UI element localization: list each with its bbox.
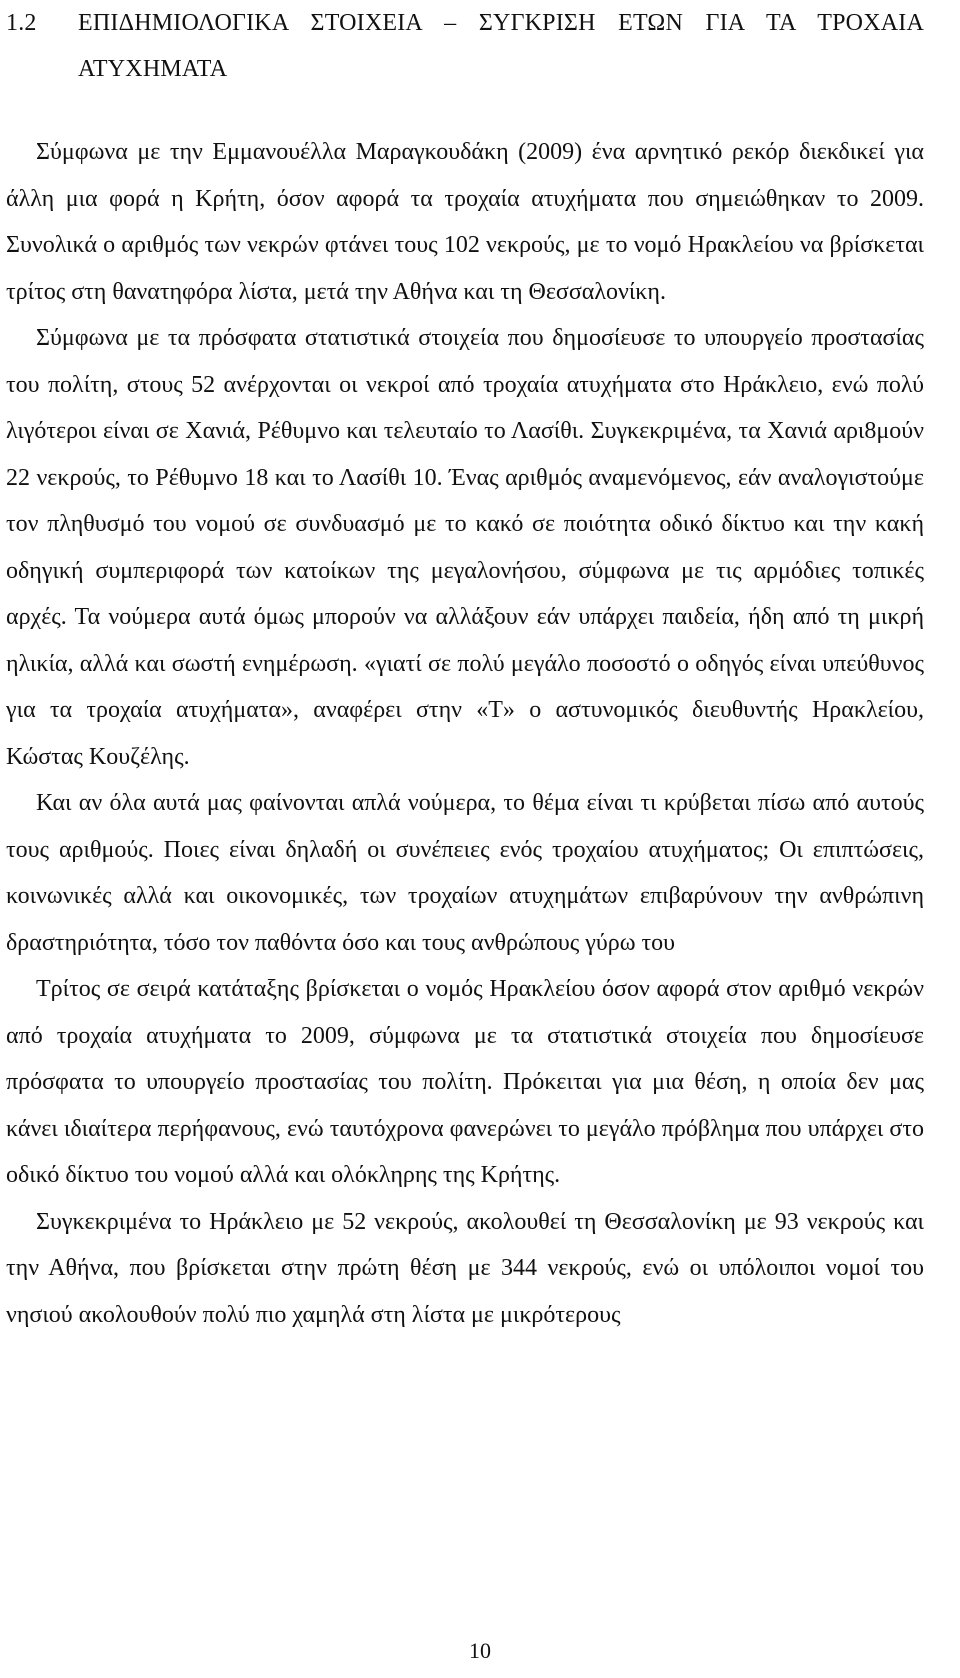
section-number: 1.2 [6, 10, 37, 36]
paragraph: Συγκεκριμένα το Ηράκλειο με 52 νεκρούς, ακολουθεί τη Θεσσαλονίκη με 93 νεκρούς και την Αθήνα, που βρίσκεται στην πρώτη θέση με 344 νεκρούς, ενώ οι υπόλοιποι νομοί του νησιού ακολουθούν πολύ πιο χαμηλά στη λίστα με μικρότερους [6, 1208, 924, 1328]
paragraph: Και αν όλα αυτά μας φαίνονται απλά νούμερα, το θέμα είναι τι κρύβεται πίσω από αυτούς τους αριθμούς. Ποιες είναι δηλαδή οι συνέπειες ενός τροχαίου ατυχήματος; Οι επιπτώσεις, κοινωνικές αλλά και οικονομικές, των τροχαίων ατυχημάτων επιβαρύνουν την ανθρώπινη δραστηριότητα, τόσο τον παθόντα όσο και τους ανθρώπους γύρω του [6, 790, 924, 956]
document-page [6, 0, 924, 1338]
section-title: ΕΠΙΔΗΜΙΟΛΟΓΙΚΑ ΣΤΟΙΧΕΙΑ – ΣΥΓΚΡΙΣΗ ΕΤΩΝ ΓΙΑ ΤΑ ΤΡΟΧΑΙΑ ΑΤΥΧΗΜΑΤΑ [78, 10, 924, 82]
page-number: 10 [469, 1638, 491, 1663]
paragraph: Σύμφωνα με τα πρόσφατα στατιστικά στοιχεία που δημοσίευσε το υπουργείο προστασίας του πολίτη, στους 52 ανέρχονται οι νεκροί από τροχαία ατυχήματα στο Ηράκλειο, ενώ πολύ λιγότεροι είναι σε Χανιά, Ρέθυμνο και τελευταίο το Λασίθι. Συγκεκριμένα, τα Χανιά αρι8μούν 22 νεκρούς, το Ρέθυμνο 18 και το Λασίθι 10. Ένας αριθμός αναμενόμενος, εάν αναλογιστούμε τον πληθυσμό του νομού σε συνδυασμό με το κακό σε ποιότητα οδικό δίκτυο και την κακή οδηγική συμπεριφορά των κατοίκων της μεγαλονήσου, σύμφωνα με τις αρμόδιες τοπικές αρχές. Τα νούμερα αυτά όμως μπορούν να αλλάξουν εάν υπάρχει παιδεία, ήδη από τη μικρή ηλικία, αλλά και σωστή ενημέρωση. «γιατί σε πολύ μεγάλο ποσοστό ο οδηγός είναι υπεύθυνος για τα τροχαία ατυχήματα», αναφέρει στην «Τ» ο αστυνομικός διευθυντής Ηρακλείου, Κώστας Κουζέλης. [6, 325, 924, 770]
paragraph: Τρίτος σε σειρά κατάταξης βρίσκεται ο νομός Ηρακλείου όσον αφορά στον αριθμό νεκρών από τροχαία ατυχήματα το 2009, σύμφωνα με τα στατιστικά στοιχεία που δημοσίευσε πρόσφατα το υπουργείο προστασίας του πολίτη. Πρόκειται για μια θέση, η οποία δεν μας κάνει ιδιαίτερα περήφανους, ενώ ταυτόχρονα φανερώνει το μεγάλο πρόβλημα που υπάρχει στο οδικό δίκτυο του νομού αλλά και ολόκληρης της Κρήτης. [6, 976, 924, 1188]
paragraph: Σύμφωνα με την Εμμανουέλλα Μαραγκουδάκη (2009) ένα αρνητικό ρεκόρ διεκδικεί για άλλη μια φορά η Κρήτη, όσον αφορά τα τροχαία ατυχήματα που σημειώθηκαν το 2009. Συνολικά ο αριθμός των νεκρών φτάνει τους 102 νεκρούς, με το νομό Ηρακλείου να βρίσκεται τρίτος στη θανατηφόρα λίστα, μετά την Αθήνα και τη Θεσσαλονίκη. [6, 139, 924, 305]
section-heading [6, 0, 924, 92]
